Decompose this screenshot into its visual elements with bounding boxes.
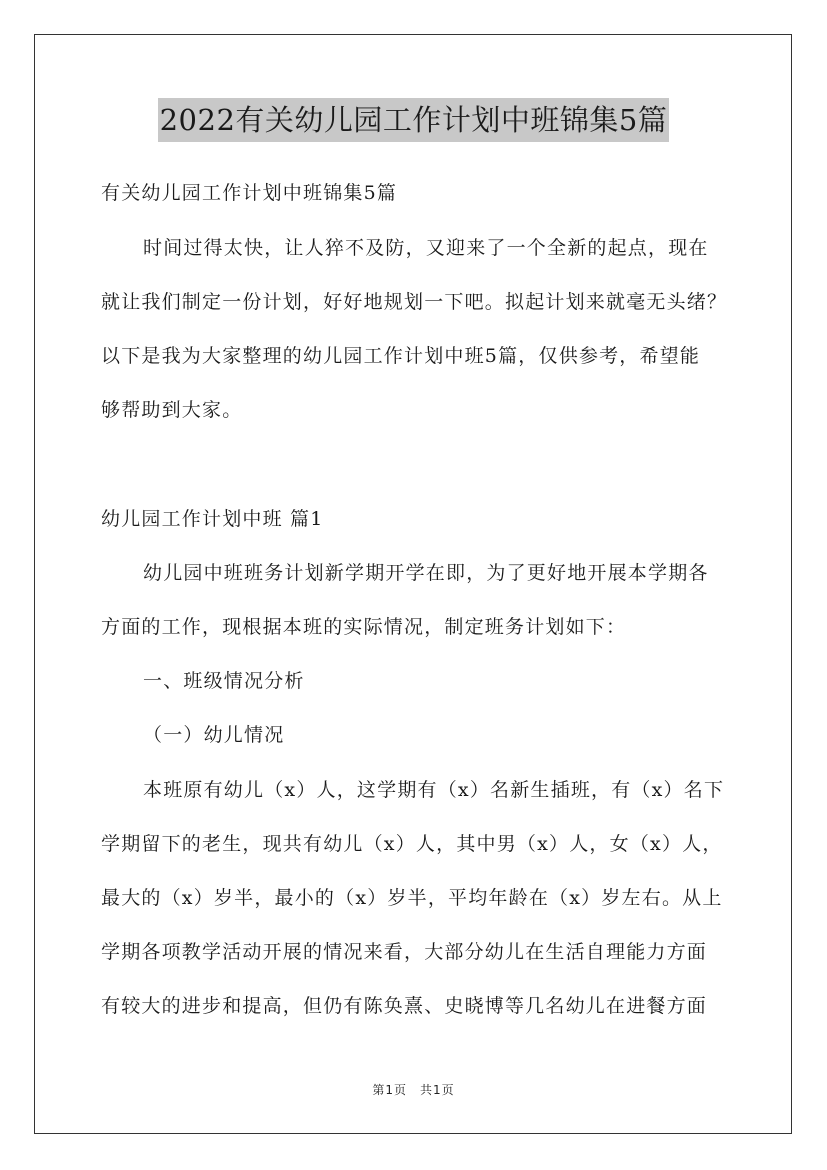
intro-line-2[interactable]: 就让我们制定一份计划，好好地规划一下吧。拟起计划来就毫无头绪？ xyxy=(101,291,728,313)
intro-line-3[interactable]: 以下是我为大家整理的幼儿园工作计划中班5篇，仅供参考，希望能 xyxy=(101,345,701,367)
section-intro-line-1[interactable]: 幼儿园中班班务计划新学期开学在即，为了更好地开展本学期各 xyxy=(143,562,709,584)
document-title[interactable]: 2022有关幼儿园工作计划中班锦集5篇 xyxy=(158,98,670,142)
page-footer: 第1页 共1页 xyxy=(372,1083,455,1097)
heading-children-situation[interactable]: （一）幼儿情况 xyxy=(143,724,285,746)
intro-line-4[interactable]: 够帮助到大家。 xyxy=(101,399,243,421)
document-subtitle[interactable]: 有关幼儿园工作计划中班锦集5篇 xyxy=(101,182,398,204)
body-line-1[interactable]: 本班原有幼儿（x）人，这学期有（x）名新生插班，有（x）名下 xyxy=(143,779,725,801)
heading-class-analysis[interactable]: 一、班级情况分析 xyxy=(143,670,305,692)
body-line-3[interactable]: 最大的（x）岁半，最小的（x）岁半，平均年龄在（x）岁左右。从上 xyxy=(101,887,723,909)
title-container xyxy=(0,98,827,142)
intro-line-1[interactable]: 时间过得太快，让人猝不及防，又迎来了一个全新的起点，现在 xyxy=(143,237,709,259)
section-heading[interactable]: 幼儿园工作计划中班 篇1 xyxy=(101,508,324,530)
body-line-5[interactable]: 有较大的进步和提高，但仍有陈奂熹、史晓博等几名幼儿在进餐方面 xyxy=(101,995,708,1017)
body-line-4[interactable]: 学期各项教学活动开展的情况来看，大部分幼儿在生活自理能力方面 xyxy=(101,941,708,963)
section-intro-line-2[interactable]: 方面的工作，现根据本班的实际情况，制定班务计划如下： xyxy=(101,616,627,638)
body-line-2[interactable]: 学期留下的老生，现共有幼儿（x）人，其中男（x）人，女（x）人， xyxy=(101,833,723,855)
